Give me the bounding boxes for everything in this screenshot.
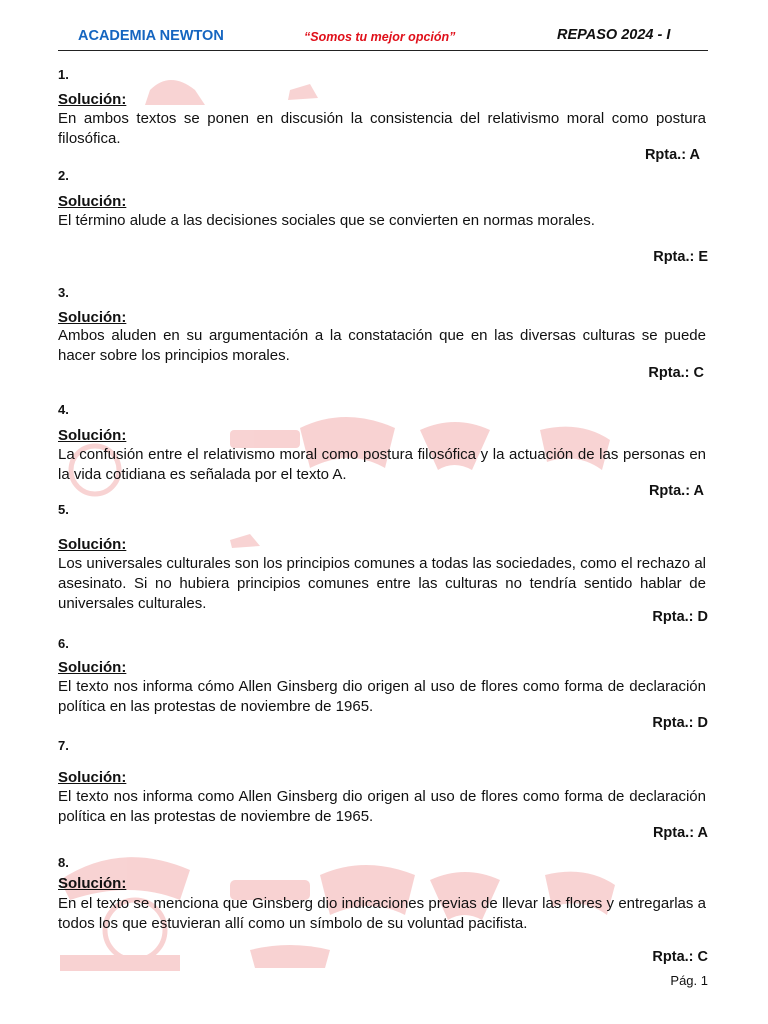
solution-label: Solución: bbox=[58, 769, 127, 786]
question-7 bbox=[58, 738, 708, 841]
question-number: 7. bbox=[58, 738, 69, 753]
solution-text: El texto nos informa como Allen Ginsberg dio origen al uso de flores como forma de declaración política en las protestas de noviembre de 1965. bbox=[58, 788, 706, 825]
question-8 bbox=[58, 855, 708, 970]
solution-label: Solución: bbox=[58, 427, 127, 444]
solution-text: En ambos textos se ponen en discusión la consistencia del relativismo moral como postura filosófica. bbox=[58, 110, 706, 147]
question-number: 6. bbox=[58, 636, 69, 651]
page-number: Pág. 1 bbox=[670, 973, 708, 988]
solution-label: Solución: bbox=[58, 536, 127, 553]
question-1 bbox=[58, 67, 708, 167]
solution-text: Los universales culturales son los principios comunes a todas las sociedades, como el rechazo al asesinato. Si no hubiera principios comunes entre las culturas no tendría sentido hablar de universales culturales. bbox=[58, 555, 706, 612]
solution-text: El texto nos informa cómo Allen Ginsberg dio origen al uso de flores como forma de declaración política en las protestas de noviembre de 1965. bbox=[58, 678, 706, 715]
question-4 bbox=[58, 402, 708, 502]
question-2 bbox=[58, 168, 708, 268]
academy-slogan: “Somos tu mejor opción” bbox=[304, 30, 456, 44]
answer-label: Rpta.: A bbox=[652, 825, 708, 841]
answer-label: Rpta.: D bbox=[652, 715, 708, 731]
solution-text: La confusión entre el relativismo moral como postura filosófica y la actuación de las personas en la vida cotidiana es señalada por el texto A. bbox=[58, 446, 706, 483]
answer-label: Rpta.: E bbox=[653, 249, 708, 265]
question-5 bbox=[58, 502, 708, 632]
solution-label: Solución: bbox=[58, 91, 127, 108]
solution-text: El término alude a las decisiones sociales que se convierten en normas morales. bbox=[58, 212, 595, 229]
question-number: 1. bbox=[58, 67, 69, 82]
question-6 bbox=[58, 636, 708, 736]
question-number: 2. bbox=[58, 168, 69, 183]
academy-name: ACADEMIA NEWTON bbox=[78, 28, 224, 44]
solution-label: Solución: bbox=[58, 875, 127, 892]
answer-label: Rpta.: C bbox=[652, 949, 708, 965]
solution-text: En el texto se menciona que Ginsberg dio indicaciones previas de llevar las flores y entregarlas a todos los que estuvieran allí como un símbolo de su voluntad pacifista. bbox=[58, 895, 706, 932]
answer-label: Rpta.: C bbox=[648, 365, 704, 381]
question-number: 3. bbox=[58, 285, 69, 300]
question-number: 4. bbox=[58, 402, 69, 417]
question-3 bbox=[58, 285, 708, 385]
answer-label: Rpta.: D bbox=[652, 609, 708, 625]
solution-label: Solución: bbox=[58, 193, 127, 210]
question-number: 8. bbox=[58, 855, 69, 870]
answer-label: Rpta.: A bbox=[644, 147, 700, 163]
solution-text: Ambos aluden en su argumentación a la constatación que en las diversas culturas se puede hacer sobre los principios morales. bbox=[58, 327, 706, 364]
question-number: 5. bbox=[58, 502, 69, 517]
page-header bbox=[58, 26, 708, 51]
exam-title: REPASO 2024 - I bbox=[557, 27, 671, 43]
answer-label: Rpta.: A bbox=[648, 483, 704, 499]
solution-label: Solución: bbox=[58, 309, 127, 326]
solution-label: Solución: bbox=[58, 659, 127, 676]
